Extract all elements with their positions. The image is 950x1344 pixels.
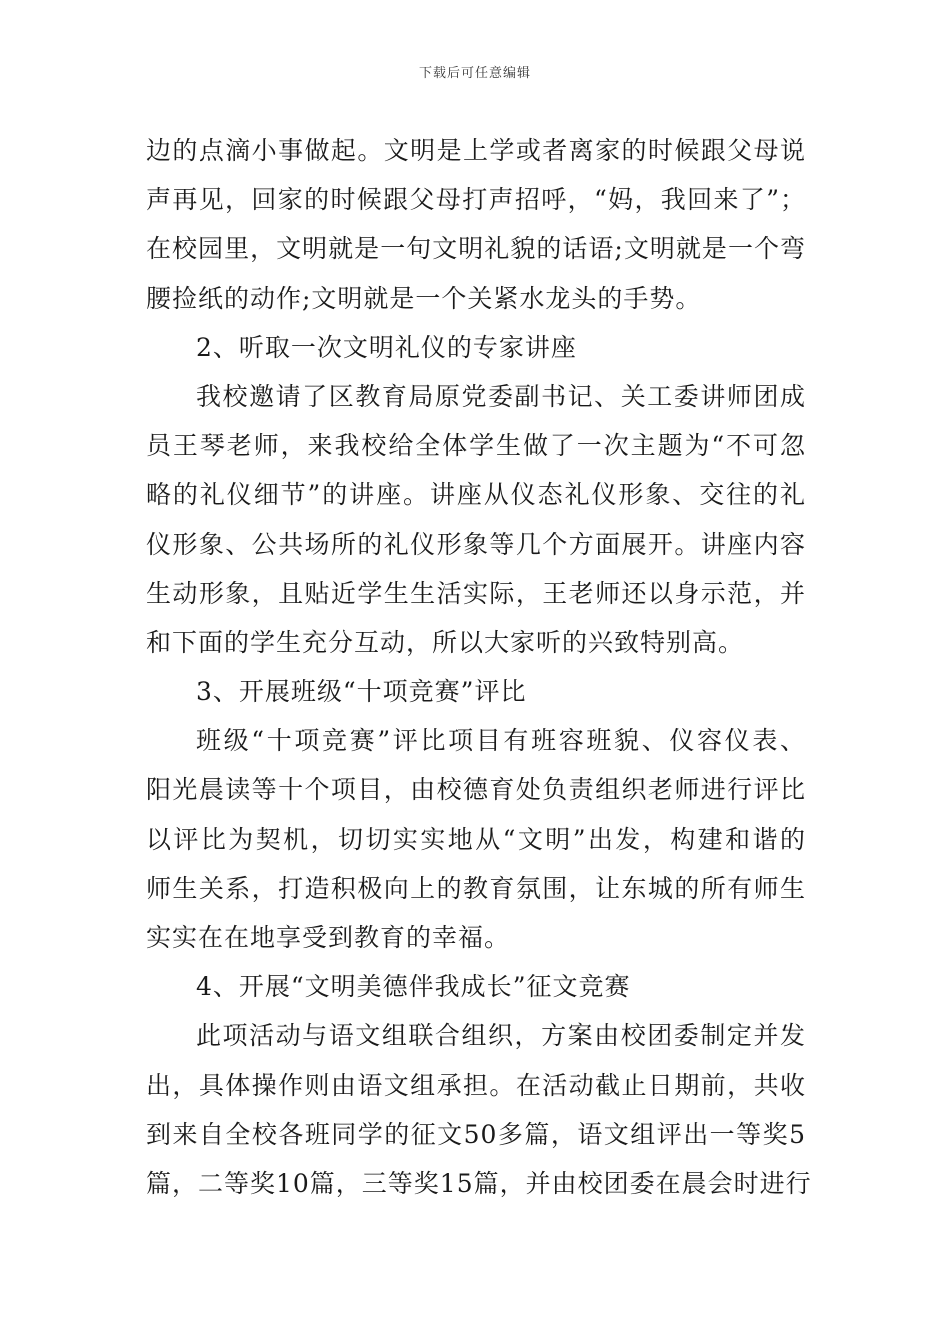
text-line-19: 此项活动与语文组联合组织，方案由校团委制定并发 [196, 1021, 806, 1051]
document-body [146, 126, 812, 1208]
text-line-14: 阳光晨读等十个项目，由校德育处负责组织老师进行评比 [146, 775, 806, 805]
text-line-16: 师生关系，打造积极向上的教育氛围，让东城的所有师生 [146, 873, 806, 903]
text-line-22: 篇，二等奖10篇，三等奖15篇，并由校团委在晨会时进行 [146, 1168, 812, 1198]
text-line-4: 腰捡纸的动作;文明就是一个关紧水龙头的手势。 [146, 283, 702, 313]
text-line-17: 实实在在地享受到教育的幸福。 [146, 923, 511, 952]
text-line-6: 我校邀请了区教育局原党委副书记、关工委讲师团成 [196, 381, 806, 411]
text-line-3: 在校园里，文明就是一句文明礼貌的话语;文明就是一个弯 [146, 234, 806, 264]
text-line-1: 边的点滴小事做起。文明是上学或者离家的时候跟父母说 [146, 136, 806, 165]
text-line-8: 略的礼仪细节”的讲座。讲座从仪态礼仪形象、交往的礼 [146, 480, 806, 510]
text-line-2: 声再见，回家的时候跟父母打声招呼，“妈，我回来了”； [146, 185, 806, 215]
page-header-note: 下载后可任意编辑 [418, 66, 531, 81]
section-heading-2: 2、听取一次文明礼仪的专家讲座 [196, 332, 577, 362]
text-line-15: 以评比为契机，切切实实地从“文明”出发，构建和谐的 [146, 824, 806, 854]
text-line-10: 生动形象，且贴近学生生活实际，王老师还以身示范，并 [146, 578, 806, 608]
text-line-11: 和下面的学生充分互动，所以大家听的兴致特别高。 [146, 627, 745, 657]
text-line-7: 员王琴老师，来我校给全体学生做了一次主题为“不可忽 [146, 431, 806, 461]
section-heading-4: 4、开展“文明美德伴我成长”征文竞赛 [196, 972, 631, 1002]
text-line-20: 出，具体操作则由语文组承担。在活动截止日期前，共收 [146, 1070, 806, 1100]
section-heading-3: 3、开展班级“十项竞赛”评比 [196, 677, 527, 707]
text-line-9: 仪形象、公共场所的礼仪形象等几个方面展开。讲座内容 [146, 529, 806, 559]
text-line-13: 班级“十项竞赛”评比项目有班容班貌、仪容仪表、 [196, 726, 806, 756]
text-line-21: 到来自全校各班同学的征文50多篇，语文组评出一等奖5 [146, 1119, 806, 1149]
